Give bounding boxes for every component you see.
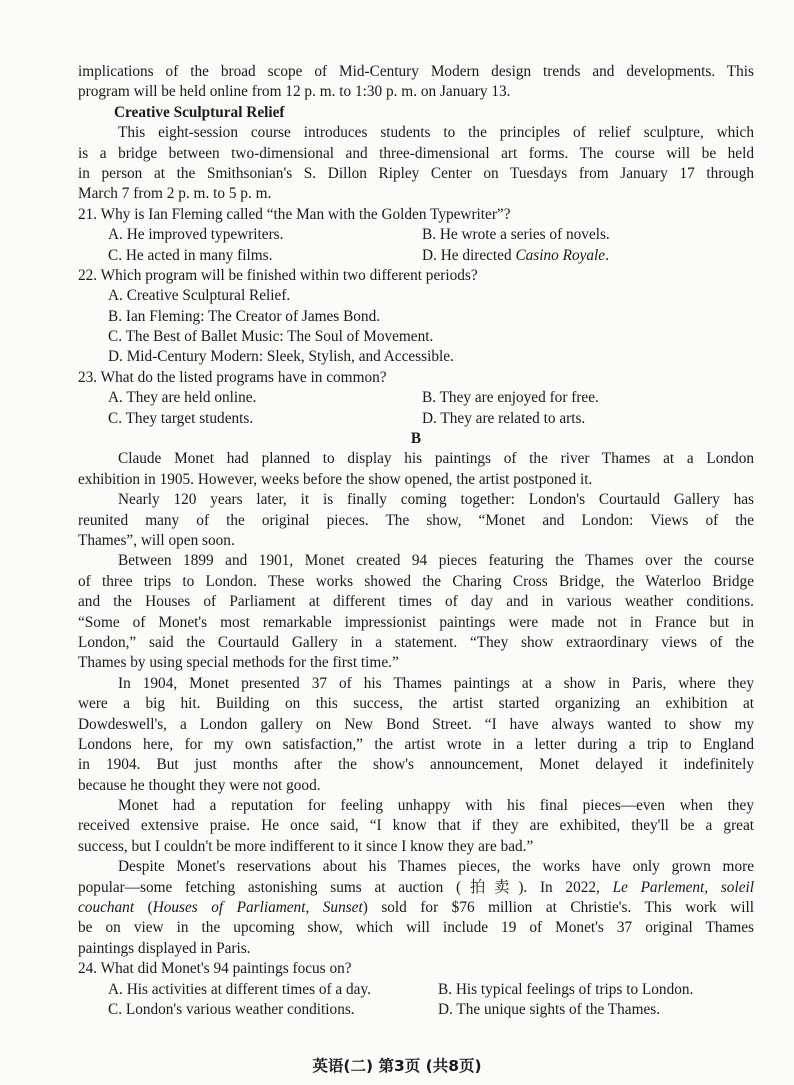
text-line: couchant (Houses of Parliament, Sunset) sold for $76 million at Christie's. This work will <box>78 899 754 917</box>
question-23-options-row <box>78 409 754 429</box>
option-21-c[interactable]: C. He acted in many films. <box>108 246 273 264</box>
text-line: of three trips to London. These works showed the Charing Cross Bridge, the Waterloo Bridge <box>78 572 754 590</box>
question-21-stem: 21. Why is Ian Fleming called “the Man with the Golden Typewriter”? <box>78 205 511 223</box>
text-line: is a bridge between two-dimensional and three-dimensional art forms. The course will be held <box>78 144 754 162</box>
text-line: Thames by using special methods for the first time.” <box>78 654 399 672</box>
text-line: were a big hit. Building on this success, the artist started organizing an exhibition at <box>78 695 754 713</box>
question-23-stem: 23. What do the listed programs have in common? <box>78 368 387 386</box>
text-line: “Some of Monet's most remarkable impressionist paintings were made not in France but in <box>78 613 754 631</box>
text-line: March 7 from 2 p. m. to 5 p. m. <box>78 185 272 203</box>
text-line: be on view in the upcoming show, which will include 19 of Monet's 37 original Thames <box>78 919 754 937</box>
text-line: Nearly 120 years later, it is finally coming together: London's Courtauld Gallery has <box>118 491 754 509</box>
question-23-options-row <box>78 388 754 408</box>
option-23-c[interactable]: C. They target students. <box>108 409 254 427</box>
option-22-a[interactable]: A. Creative Sculptural Relief. <box>108 287 291 305</box>
option-21-d[interactable]: D. He directed Casino Royale. <box>422 246 609 264</box>
text-line: London,” said the Courtauld Gallery in a statement. “They show extraordinary views of the <box>78 633 754 651</box>
text-line: Between 1899 and 1901, Monet created 94 pieces featuring the Thames over the course <box>118 552 754 570</box>
question-22-stem: 22. Which program will be finished within two different periods? <box>78 266 478 284</box>
text-line: in person at the Smithsonian's S. Dillon Ripley Center on Tuesdays from January 17 through <box>78 164 754 182</box>
question-24-stem: 24. What did Monet's 94 paintings focus on? <box>78 960 352 978</box>
section-b-heading: B <box>410 430 422 448</box>
option-23-b[interactable]: B. They are enjoyed for free. <box>422 389 599 407</box>
question-24-options-row <box>78 980 754 1000</box>
option-24-a[interactable]: A. His activities at different times of a day. <box>108 980 371 998</box>
text-line: program will be held online from 12 p. m. to 1:30 p. m. on January 13. <box>78 83 511 101</box>
text-line: In 1904, Monet presented 37 of his Thames paintings at a show in Paris, where they <box>118 674 754 692</box>
option-22-c[interactable]: C. The Best of Ballet Music: The Soul of Movement. <box>108 328 434 346</box>
text-line: because he thought they were not good. <box>78 776 321 794</box>
text-line: in 1904. But just months after the show's announcement, Monet delayed it indefinitely <box>78 756 754 774</box>
content-column <box>78 62 754 1020</box>
option-24-b[interactable]: B. His typical feelings of trips to London. <box>438 980 694 998</box>
option-24-c[interactable]: C. London's various weather conditions. <box>108 1000 355 1018</box>
question-21-options-row <box>78 225 754 245</box>
text-line: reunited many of the original pieces. The show, “Monet and London: Views of the <box>78 511 754 529</box>
option-22-b[interactable]: B. Ian Fleming: The Creator of James Bond. <box>108 307 381 325</box>
text-line: Despite Monet's reservations about his Thames pieces, the works have only grown more <box>118 858 754 876</box>
text-line: implications of the broad scope of Mid-Century Modern design trends and developments. This <box>78 63 754 80</box>
option-21-b[interactable]: B. He wrote a series of novels. <box>422 226 610 244</box>
text-line: Dowdeswell's, a London gallery on New Bond Street. “I have always wanted to show my <box>78 715 754 733</box>
text-line: popular—some fetching astonishing sums at auction (拍卖). In 2022, Le Parlement, soleil <box>78 878 754 896</box>
program-title: Creative Sculptural Relief <box>114 103 285 121</box>
option-22-d[interactable]: D. Mid-Century Modern: Sleek, Stylish, and Accessible. <box>108 348 454 366</box>
text-line: Monet had a reputation for feeling unhappy with his final pieces—even when they <box>118 797 754 815</box>
question-21-options-row <box>78 246 754 266</box>
option-24-d[interactable]: D. The unique sights of the Thames. <box>438 1000 661 1018</box>
text-line: Londons here, for my own satisfaction,” the artist wrote in a letter during a trip to England <box>78 735 754 753</box>
text-line: exhibition in 1905. However, weeks before the show opened, the artist postponed it. <box>78 470 593 488</box>
option-23-a[interactable]: A. They are held online. <box>108 389 257 407</box>
option-21-a[interactable]: A. He improved typewriters. <box>108 226 284 244</box>
question-24-options-row <box>78 1000 754 1020</box>
text-line: Claude Monet had planned to display his paintings of the river Thames at a London <box>118 450 754 468</box>
page-footer: 英语(二) 第3页 (共8页) <box>312 1057 482 1075</box>
text-line: received extensive praise. He once said, “I know that if they are exhibited, they'll be a great <box>78 817 754 835</box>
text-line: This eight-session course introduces students to the principles of relief sculpture, which <box>118 124 754 142</box>
text-line: Thames”, will open soon. <box>78 531 235 549</box>
text-line: paintings displayed in Paris. <box>78 939 251 957</box>
option-23-d[interactable]: D. They are related to arts. <box>422 409 586 427</box>
text-line: success, but I couldn't be more indifferent to it since I know they are bad.” <box>78 837 534 855</box>
text-line: and the Houses of Parliament at different times of day and in various weather conditions. <box>78 593 754 611</box>
